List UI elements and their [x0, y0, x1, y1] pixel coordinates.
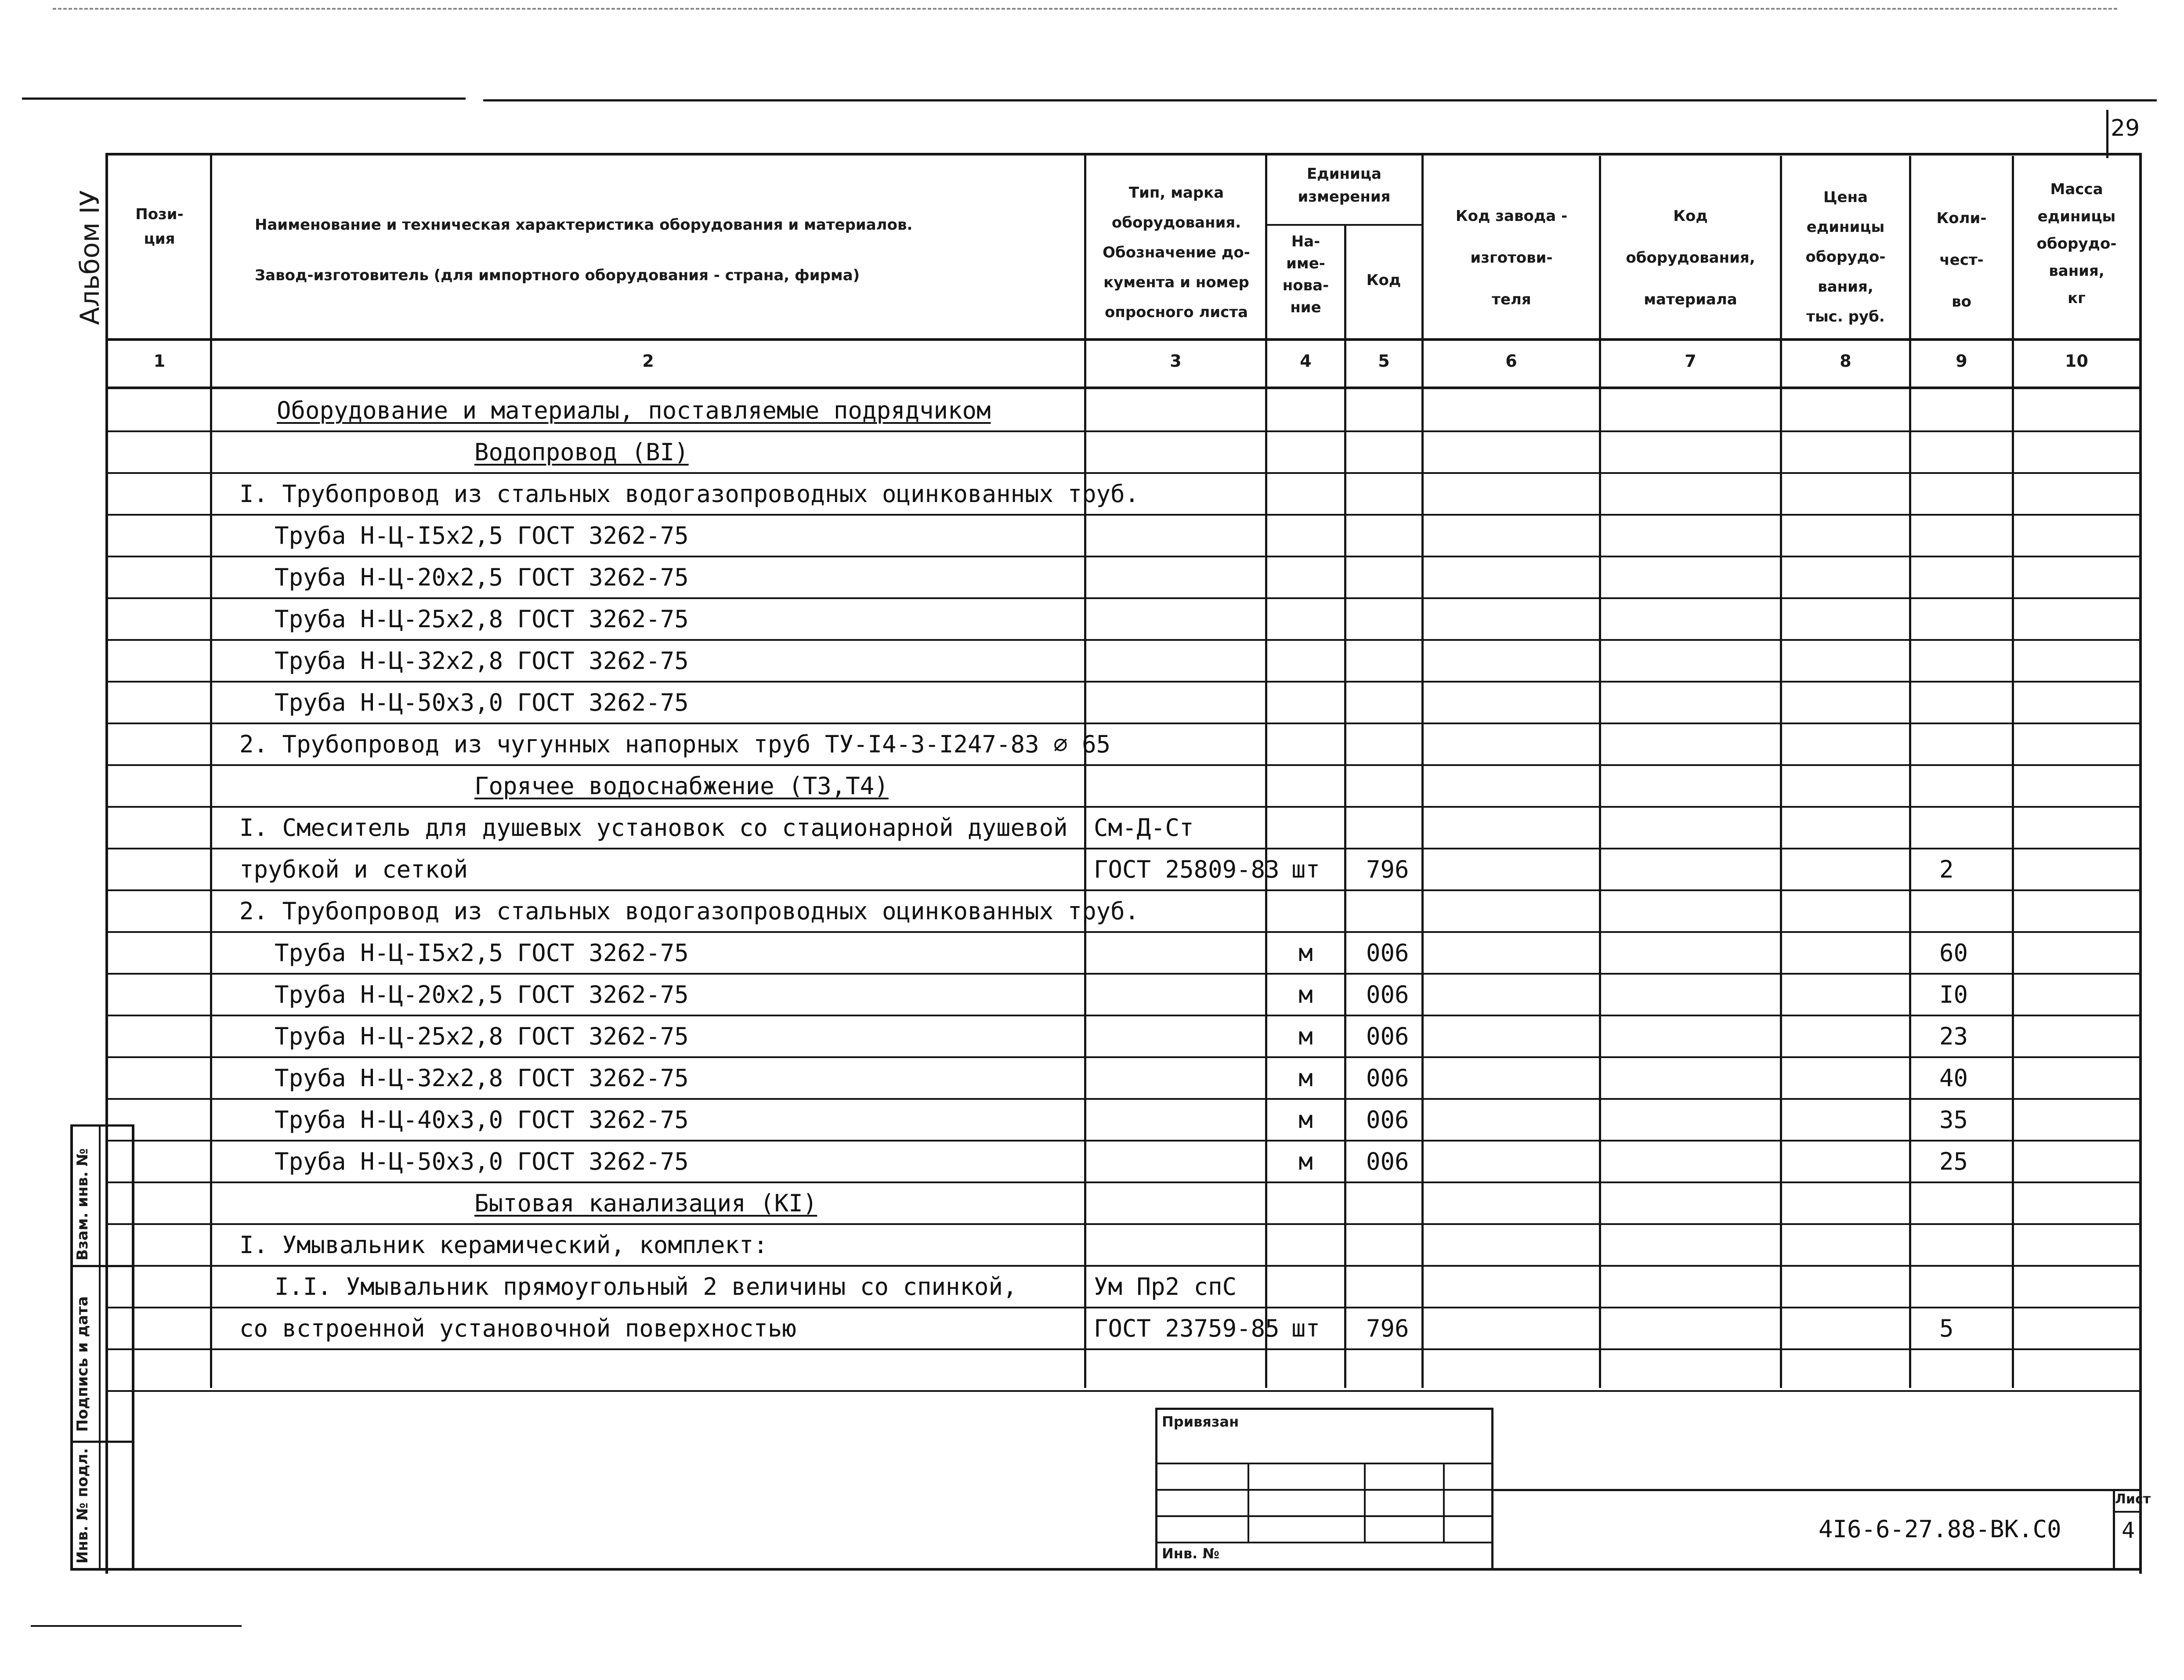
row-unit: м — [1298, 939, 1313, 967]
row-divider — [108, 1390, 2140, 1392]
side-stamp-left — [70, 1124, 73, 1571]
side-stamp-div-2 — [70, 1441, 134, 1443]
stamp-col-2 — [1364, 1463, 1366, 1542]
header-equipment-code: Код оборудования, материала — [1626, 207, 1755, 308]
col-line-9 — [2012, 156, 2014, 1388]
row-name: со встроенной установочной поверхностью — [239, 1315, 796, 1342]
sheet-number: 4 — [2122, 1517, 2135, 1543]
header-unit-name: На- име- нова- ние — [1282, 233, 1329, 316]
col-line-1 — [210, 153, 212, 1388]
col-line-7 — [1780, 156, 1782, 1388]
row-divider — [108, 556, 2140, 557]
row-name: Труба Н-Ц-32х2,8 ГОСТ 3262-75 — [275, 647, 689, 675]
row-divider — [108, 1307, 2140, 1308]
side-podpis: Подпись и дата — [74, 1296, 91, 1432]
row-name: I.I. Умывальник прямоугольный 2 величины со спинкой, — [275, 1273, 1017, 1301]
row-qty: 5 — [1939, 1315, 1954, 1342]
row-divider — [108, 514, 2140, 516]
row-divider — [108, 1265, 2140, 1267]
col-number-2: 2 — [642, 351, 654, 371]
header-unit-group: Единица измерения — [1298, 165, 1391, 206]
header-price: Цена единицы оборудо- вания, тыс. руб. — [1805, 188, 1886, 325]
stamp-col-3 — [1443, 1463, 1445, 1542]
row-qty: I0 — [1939, 981, 1968, 1008]
row-divider — [108, 681, 2140, 683]
row-name: Водопровод (BI) — [474, 438, 689, 466]
row-code: 006 — [1366, 981, 1409, 1008]
row-code: 006 — [1366, 1022, 1409, 1050]
row-type: ГОСТ 25809-83 — [1094, 856, 1280, 883]
row-divider — [108, 597, 2140, 599]
row-type: Ум Пр2 спС — [1094, 1273, 1237, 1301]
row-unit: шт — [1291, 1315, 1320, 1342]
row-divider — [108, 1181, 2140, 1183]
col-number-10: 10 — [2065, 351, 2088, 371]
stamp-privyazan: Привязан — [1162, 1413, 1239, 1430]
row-divider — [108, 973, 2140, 975]
row-divider — [108, 1015, 2140, 1016]
top-rule-right — [483, 99, 2157, 101]
side-vzam: Взам. инв. № — [74, 1148, 91, 1261]
row-unit: м — [1298, 1022, 1313, 1050]
stamp-col-1 — [1247, 1463, 1249, 1542]
row-name: Бытовая канализация (КI) — [474, 1189, 817, 1217]
row-unit: шт — [1291, 856, 1320, 883]
col-number-8: 8 — [1840, 351, 1851, 371]
col-number-3: 3 — [1170, 351, 1182, 371]
col-line-2 — [1084, 153, 1086, 1388]
row-name: трубкой и сеткой — [239, 856, 468, 883]
row-unit: м — [1298, 1064, 1313, 1092]
top-rule-left — [22, 98, 466, 100]
row-name: Труба Н-Ц-32х2,8 ГОСТ 3262-75 — [275, 1064, 689, 1092]
row-name: I. Смеситель для душевых установок со стационарной душевой — [239, 814, 1068, 842]
row-code: 006 — [1366, 1148, 1409, 1175]
row-qty: 60 — [1939, 939, 1968, 967]
row-name: Труба Н-Ц-40х3,0 ГОСТ 3262-75 — [275, 1106, 689, 1134]
col-number-5: 5 — [1378, 351, 1390, 371]
row-name: 2. Трубопровод из стальных водогазопроводных оцинкованных труб. — [239, 897, 1139, 925]
row-qty: 35 — [1939, 1106, 1968, 1134]
row-name: I. Трубопровод из стальных водогазопроводных оцинкованных труб. — [239, 480, 1139, 508]
row-divider — [108, 639, 2140, 641]
row-divider — [108, 889, 2140, 891]
col-number-7: 7 — [1685, 351, 1696, 371]
table-bottom-border — [70, 1568, 2142, 1571]
header-position: Пози- ция — [135, 206, 184, 248]
row-unit: м — [1298, 1148, 1313, 1175]
row-divider — [108, 1223, 2140, 1225]
col-line-6 — [1599, 156, 1601, 1388]
header-unit-code: Код — [1366, 271, 1401, 289]
row-divider — [108, 764, 2140, 766]
table-left-border — [105, 153, 108, 1574]
row-name: Труба Н-Ц-20х2,5 ГОСТ 3262-75 — [275, 981, 689, 1008]
header-quantity: Коли- чест- во — [1936, 210, 1987, 311]
page-number: 29 — [2111, 115, 2140, 141]
row-divider — [108, 472, 2140, 474]
row-code: 006 — [1366, 1106, 1409, 1134]
col-number-6: 6 — [1505, 351, 1517, 371]
row-divider — [108, 723, 2140, 724]
stamp-inv: Инв. № — [1162, 1545, 1219, 1562]
scan-top-dash — [53, 8, 2117, 10]
row-qty: 40 — [1939, 1064, 1968, 1092]
side-stamp-div-1 — [70, 1265, 134, 1267]
row-qty: 2 — [1939, 856, 1954, 883]
row-divider — [108, 931, 2140, 933]
row-code: 796 — [1366, 1315, 1409, 1342]
row-name: 2. Трубопровод из чугунных напорных труб ТУ-I4-3-I247-83 ∅ 65 — [239, 730, 1111, 758]
header-name: Наименование и техническая характеристика оборудования и материалов. Завод-изготовитель (для импортного оборудования - страна, фирма) — [255, 216, 913, 284]
row-divider — [108, 848, 2140, 849]
header-type: Тип, марка оборудования. Обозначение до- кумента и номер опросного листа — [1103, 184, 1250, 321]
code-row-top — [1493, 1489, 2141, 1491]
row-code: 796 — [1366, 856, 1409, 883]
col-line-3 — [1265, 153, 1267, 1388]
row-code: 006 — [1366, 939, 1409, 967]
sheet-box-split — [2113, 1511, 2141, 1513]
row-divider — [108, 806, 2140, 808]
row-divider — [108, 1098, 2140, 1100]
col-line-8 — [1909, 156, 1911, 1388]
sheet-label: Лист — [2115, 1492, 2151, 1507]
row-code: 006 — [1366, 1064, 1409, 1092]
table-top-border — [105, 153, 2141, 155]
bottom-scan-mark — [31, 1625, 242, 1627]
row-divider — [108, 1056, 2140, 1058]
col-number-1: 1 — [153, 351, 166, 371]
side-stamp-top — [70, 1124, 134, 1127]
col-line-5 — [1421, 153, 1424, 1388]
stamp-row-4 — [1155, 1542, 1493, 1543]
row-name: I. Умывальник керамический, комплект: — [239, 1231, 768, 1259]
row-name: Труба Н-Ц-I5х2,5 ГОСТ 3262-75 — [275, 939, 689, 967]
row-name: Горячее водоснабжение (Т3,Т4) — [474, 772, 889, 800]
numbers-row-line — [105, 387, 2141, 389]
side-stamp-right — [132, 1124, 134, 1571]
row-unit: м — [1298, 981, 1313, 1008]
side-inv-podl: Инв. № подл. — [74, 1448, 91, 1564]
row-name: Оборудование и материалы, поставляемые подрядчиком — [277, 397, 991, 424]
row-unit: м — [1298, 1106, 1313, 1134]
row-type: См-Д-Ст — [1094, 814, 1194, 842]
row-name: Труба Н-Ц-I5х2,5 ГОСТ 3262-75 — [275, 522, 689, 549]
table-right-border — [2139, 153, 2142, 1574]
row-divider — [108, 430, 2140, 432]
row-name: Труба Н-Ц-25х2,8 ГОСТ 3262-75 — [275, 1022, 689, 1050]
stamp-top — [1155, 1408, 1493, 1410]
album-label: Альбом IУ — [75, 190, 105, 325]
header-factory-code: Код завода - изготови- теля — [1455, 207, 1568, 308]
row-name: Труба Н-Ц-25х2,8 ГОСТ 3262-75 — [275, 605, 689, 633]
col-number-9: 9 — [1956, 351, 1967, 371]
row-divider — [108, 1348, 2140, 1350]
header-mass: Масса единицы оборудо- вания, кг — [2036, 181, 2117, 307]
row-name: Труба Н-Ц-50х3,0 ГОСТ 3262-75 — [275, 689, 689, 716]
page-number-divider — [2106, 110, 2108, 158]
row-type: ГОСТ 23759-85 — [1094, 1315, 1280, 1342]
row-qty: 23 — [1939, 1022, 1968, 1050]
side-stamp-inner — [99, 1124, 101, 1571]
row-qty: 25 — [1939, 1148, 1968, 1175]
row-name: Труба Н-Ц-20х2,5 ГОСТ 3262-75 — [275, 564, 689, 591]
row-divider — [108, 1140, 2140, 1142]
row-name: Труба Н-Ц-50х3,0 ГОСТ 3262-75 — [275, 1148, 689, 1175]
document-code: 4I6-6-27.88-ВК.С0 — [1819, 1515, 2061, 1543]
col-number-4: 4 — [1300, 351, 1312, 371]
header-bottom-line — [105, 338, 2141, 341]
